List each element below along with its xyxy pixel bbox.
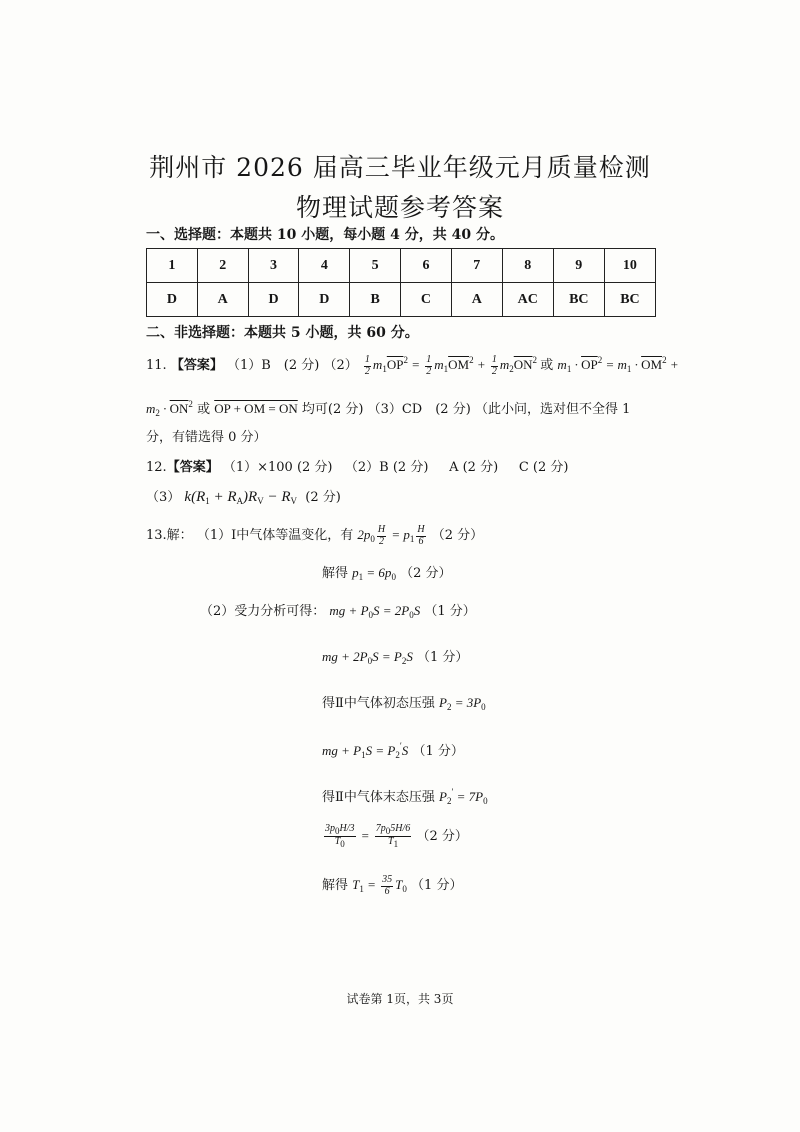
answer-cell: D bbox=[299, 283, 350, 317]
answer-cell: BC bbox=[604, 283, 655, 317]
answer-cell: D bbox=[248, 283, 299, 317]
q12-p4: C (2 分) bbox=[518, 460, 569, 475]
q13-s6-score: （1 分） bbox=[412, 744, 464, 759]
q13-step-1 bbox=[146, 524, 483, 547]
question-number-cell: 9 bbox=[553, 249, 604, 283]
q13-s1-text: （1）Ⅰ中气体等温变化，有 bbox=[196, 528, 354, 543]
q13-step-6 bbox=[322, 740, 464, 760]
answer-cell: B bbox=[350, 283, 401, 317]
answer-table-answer-row bbox=[147, 283, 656, 317]
q13-step-2 bbox=[322, 562, 451, 582]
q11-part2-prefix: （2） bbox=[323, 358, 358, 373]
q11-equation-2: $m_1 \cdot \overline{OP}^2 = m_1 \cdot \overline{OM}^2$ + bbox=[557, 355, 679, 374]
section-2-heading: 二、非选择题：本题共 5 小题，共 60 分。 bbox=[146, 325, 419, 341]
q13-s1-formula: $2p_0$ $\frac{H}{2}$ = $p_1$ $\frac{H}{6}$ bbox=[357, 524, 425, 547]
q11-or-1: 或 bbox=[540, 358, 554, 373]
q13-s8-score: （2 分） bbox=[416, 828, 468, 844]
page-footer: 试卷第 1页，共 3页 bbox=[346, 992, 454, 1006]
answer-cell: C bbox=[401, 283, 452, 317]
question-number-cell: 3 bbox=[248, 249, 299, 283]
q13-step-9 bbox=[322, 874, 462, 897]
q13-label: 13.解： bbox=[146, 528, 193, 543]
question-number-cell: 10 bbox=[604, 249, 655, 283]
question-number-cell: 2 bbox=[197, 249, 248, 283]
q13-s6-formula: mg + $P_1S = P_2'S$ bbox=[322, 741, 409, 760]
q13-s2-score: （2 分） bbox=[400, 566, 452, 581]
q11-or-2: 或 bbox=[197, 402, 211, 417]
q13-s8-formula: $\frac{3p0H/3}{T0}$ = $\frac{7p05H/6}{T1}$ bbox=[325, 823, 411, 850]
q13-s7-text: 得Ⅱ中气体末态压强 bbox=[322, 790, 435, 805]
q11-equation-2-cont: $m_2 \cdot \overline{ON}^2$ bbox=[146, 399, 193, 418]
q13-s9-formula: $T_1$ = $\frac{35}{6}$ $T_0$ bbox=[352, 874, 407, 897]
q12-p2: （2）B (2 分) bbox=[344, 460, 429, 475]
q13-s2-prefix: 解得 bbox=[322, 566, 349, 581]
q11-label: 11. bbox=[146, 358, 167, 373]
q12-p5-prefix: （3） bbox=[146, 490, 181, 505]
q12-p1: （1）×100 (2 分) bbox=[222, 460, 333, 475]
q13-s4-score: （1 分） bbox=[416, 650, 469, 665]
q13-s4-formula: mg + $2P_0S = P_2S$ bbox=[322, 649, 413, 666]
q11-line-2 bbox=[146, 398, 630, 418]
q12-label: 12. bbox=[146, 460, 167, 475]
answer-cell: AC bbox=[502, 283, 553, 317]
q13-s5-formula: $P_2 = 3P_0$ bbox=[438, 695, 486, 712]
q11-valid: 均可(2 分) bbox=[301, 402, 364, 417]
question-number-cell: 7 bbox=[451, 249, 502, 283]
q13-s3-text: （2）受力分析可得： bbox=[200, 604, 326, 619]
q12-line-2 bbox=[146, 486, 341, 506]
q13-s1-score: （2 分） bbox=[431, 528, 484, 543]
q13-s3-score: （1 分） bbox=[424, 604, 476, 619]
question-number-cell: 4 bbox=[299, 249, 350, 283]
q12-p3: A (2 分) bbox=[449, 460, 499, 475]
q11-equation-1: $\frac{1}{2}$ $m_1\overline{OP}^2$ = $\frac{1}{2}$ $m_1\overline{OM}^2$ + $\frac{1}{2}$ $m_2\overline{ON}^2$ bbox=[364, 354, 538, 377]
question-number-cell: 6 bbox=[401, 249, 452, 283]
q12-p5-score: (2 分) bbox=[305, 490, 341, 505]
answer-cell: A bbox=[451, 283, 502, 317]
answer-table bbox=[146, 248, 656, 317]
title-line-2: 物理试题参考答案 bbox=[295, 193, 504, 222]
answer-cell: A bbox=[197, 283, 248, 317]
q11-note-2: 分，有错选得 0 分） bbox=[146, 430, 267, 445]
q11-part3: （3）CD (2 分) bbox=[367, 402, 471, 417]
title-line-1: 荆州市 2026 届高三毕业年级元月质量检测 bbox=[149, 153, 651, 182]
answer-cell: BC bbox=[553, 283, 604, 317]
q12-formula: $k(R_1 + R_A)R_V - R_V$ bbox=[184, 489, 298, 506]
question-number-cell: 1 bbox=[147, 249, 198, 283]
q13-s9-prefix: 解得 bbox=[322, 878, 349, 893]
question-number-cell: 5 bbox=[350, 249, 401, 283]
q11-line-1 bbox=[146, 354, 679, 377]
q13-step-4 bbox=[322, 646, 468, 666]
q11-note: （此小问，选对但不全得 1 bbox=[474, 402, 631, 417]
q13-s7-formula: $P_2' = 7P_0$ bbox=[438, 787, 488, 806]
q13-s9-score: （1 分） bbox=[411, 878, 463, 893]
q11-equation-3: OP + OM = ON bbox=[214, 401, 298, 416]
q13-step-7 bbox=[322, 786, 488, 806]
q13-s3-formula: mg + $P_0S = 2P_0S$ bbox=[329, 603, 421, 620]
q12-answer-tag: 【答案】 bbox=[166, 460, 219, 475]
q12-line-1 bbox=[146, 456, 568, 475]
q13-step-5 bbox=[322, 692, 486, 712]
q13-step-8 bbox=[322, 824, 468, 850]
q13-step-3 bbox=[200, 600, 476, 620]
answer-table-number-row bbox=[147, 249, 656, 283]
q11-part1: （1）B (2 分) bbox=[226, 358, 320, 373]
q11-answer-tag: 【答案】 bbox=[170, 358, 223, 373]
answer-cell: D bbox=[147, 283, 198, 317]
question-number-cell: 8 bbox=[502, 249, 553, 283]
q13-s5-text: 得Ⅱ中气体初态压强 bbox=[322, 696, 435, 711]
section-1-heading: 一、选择题：本题共 10 小题，每小题 4 分，共 40 分。 bbox=[146, 227, 504, 243]
q13-s2-formula: $p_1 = 6p_0$ bbox=[352, 565, 396, 582]
